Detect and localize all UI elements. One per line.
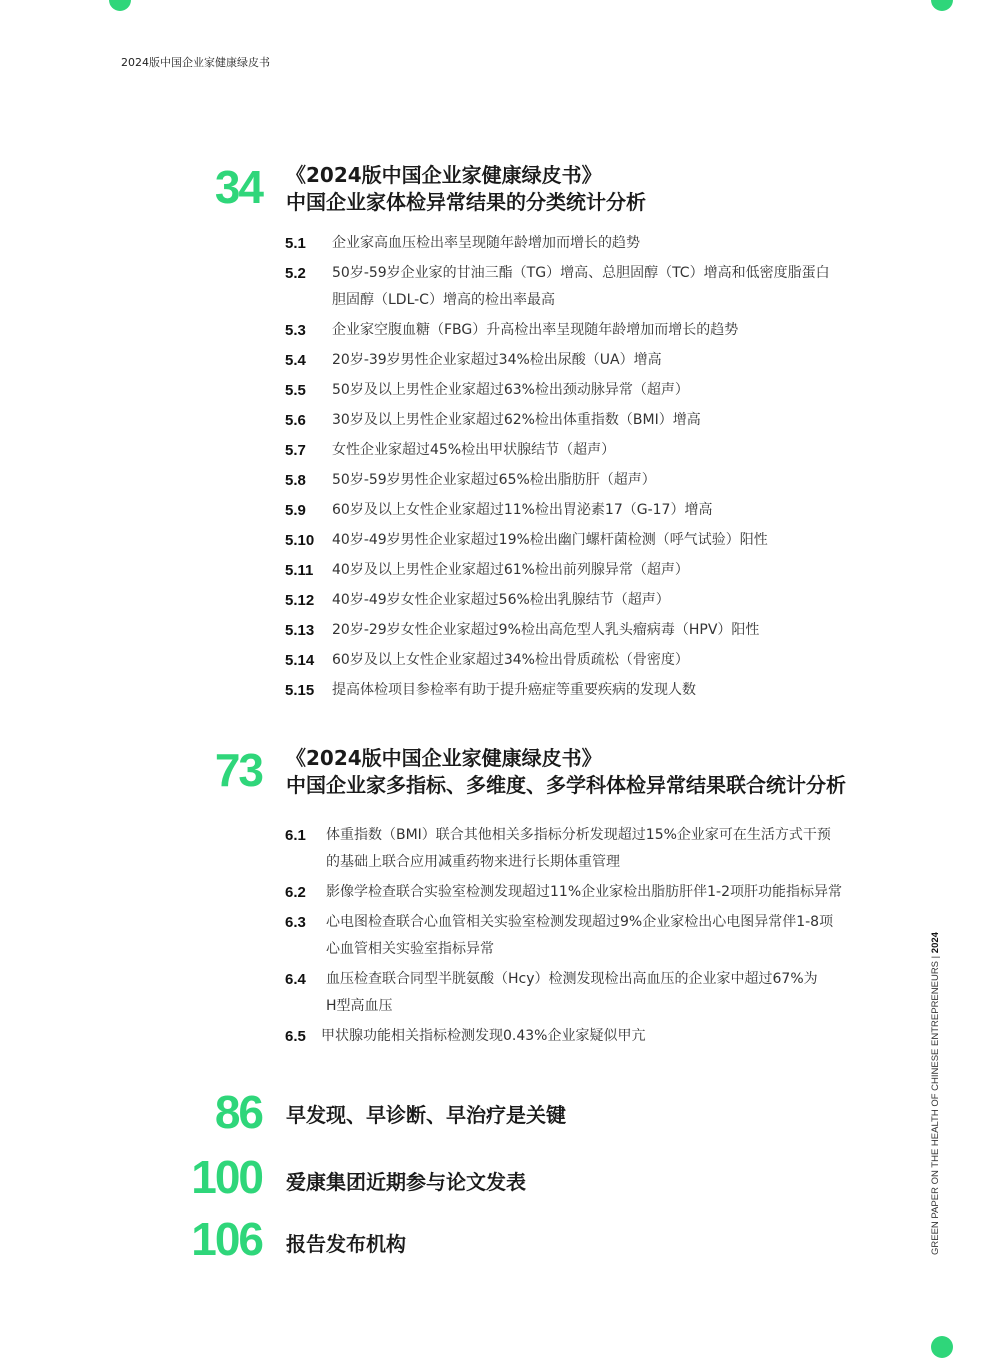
section-title: 爱康集团近期参与论文发表 (286, 1170, 526, 1194)
item-number: 5.2 (285, 265, 306, 282)
item-text: 20岁-29岁女性企业家超过9%检出高危型人乳头瘤病毒（HPV）阳性 (332, 622, 760, 638)
item-text-cont: 心血管相关实验室指标异常 (326, 941, 494, 957)
running-head: 2024版中国企业家健康绿皮书 (121, 56, 270, 69)
toc-item[interactable] (285, 527, 885, 554)
item-text: 60岁及以上女性企业家超过34%检出骨质疏松（骨密度） (332, 652, 689, 668)
spine-year: 2024 (930, 932, 941, 954)
item-number: 6.3 (285, 914, 306, 931)
item-number: 5.10 (285, 532, 315, 549)
toc-item[interactable] (285, 557, 885, 584)
spine-text: GREEN PAPER ON THE HEALTH OF CHINESE ENTREPRENEURS | (930, 953, 941, 1255)
toc-item[interactable] (285, 617, 885, 644)
item-text: 提高体检项目参检率有助于提升癌症等重要疾病的发现人数 (332, 682, 696, 698)
item-text: 心电图检查联合心血管相关实验室检测发现超过9%企业家检出心电图异常伴1-8项 (326, 914, 834, 930)
item-text: 体重指数（BMI）联合其他相关多指标分析发现超过15%企业家可在生活方式干预 (326, 827, 831, 843)
item-text: 60岁及以上女性企业家超过11%检出胃泌素17（G-17）增高 (332, 502, 713, 518)
section-page-number: 106 (191, 1213, 262, 1265)
toc-item[interactable] (285, 677, 885, 704)
corner-dot-top-left (109, 0, 131, 11)
item-number: 5.8 (285, 472, 306, 489)
item-text-cont: H型高血压 (326, 998, 393, 1014)
item-text: 40岁-49岁女性企业家超过56%检出乳腺结节（超声） (332, 592, 670, 608)
section-page-number: 73 (214, 744, 262, 796)
toc-item[interactable] (285, 407, 885, 434)
section-page-number: 100 (191, 1151, 262, 1203)
item-number: 5.9 (285, 502, 306, 519)
section-title (286, 162, 646, 216)
section-title: 早发现、早诊断、早治疗是关键 (286, 1103, 566, 1127)
item-number: 6.4 (285, 971, 306, 988)
item-number: 5.6 (285, 412, 306, 429)
item-number: 5.1 (285, 235, 306, 252)
section-title-line2: 中国企业家多指标、多维度、多学科体检异常结果联合统计分析 (286, 773, 846, 797)
section-page-number: 86 (214, 1086, 262, 1138)
toc-items-5 (285, 230, 885, 707)
item-number: 5.13 (285, 622, 315, 639)
item-text: 血压检查联合同型半胱氨酸（Hcy）检测发现检出高血压的企业家中超过67%为 (326, 971, 818, 987)
section-page-number: 34 (214, 161, 262, 213)
item-number: 6.5 (285, 1028, 306, 1045)
item-number: 5.4 (285, 352, 306, 369)
toc-item[interactable] (285, 377, 885, 404)
corner-dot-top-right (931, 0, 953, 11)
item-number: 5.15 (285, 682, 315, 699)
item-number: 6.1 (285, 827, 306, 844)
item-text: 50岁-59岁男性企业家超过65%检出脂肪肝（超声） (332, 472, 656, 488)
item-number: 5.5 (285, 382, 306, 399)
toc-item[interactable] (285, 647, 885, 674)
item-text-cont: 胆固醇（LDL-C）增高的检出率最高 (332, 292, 555, 308)
item-number: 5.14 (285, 652, 315, 669)
item-text: 影像学检查联合实验室检测发现超过11%企业家检出脂肪肝伴1-2项肝功能指标异常 (326, 884, 842, 900)
item-text: 50岁及以上男性企业家超过63%检出颈动脉异常（超声） (332, 382, 689, 398)
item-number: 5.12 (285, 592, 315, 609)
toc-item[interactable] (285, 587, 885, 614)
toc-item[interactable] (285, 437, 885, 464)
corner-dot-bottom-right (931, 1336, 953, 1358)
toc-item[interactable] (285, 822, 885, 876)
section-title-line1: 《2024版中国企业家健康绿皮书》 (286, 163, 602, 187)
toc-item[interactable] (285, 966, 885, 1020)
item-text: 企业家高血压检出率呈现随年龄增加而增长的趋势 (332, 235, 640, 251)
toc-items-6 (285, 822, 885, 1053)
toc-item[interactable] (285, 317, 885, 344)
item-text: 甲状腺功能相关指标检测发现0.43%企业家疑似甲亢 (321, 1028, 646, 1044)
toc-item[interactable] (285, 879, 885, 906)
section-title: 报告发布机构 (286, 1232, 406, 1256)
toc-item[interactable] (285, 497, 885, 524)
toc-item[interactable] (285, 260, 885, 314)
item-text: 40岁-49岁男性企业家超过19%检出幽门螺杆菌检测（呼气试验）阳性 (332, 532, 768, 548)
item-text: 20岁-39岁男性企业家超过34%检出尿酸（UA）增高 (332, 352, 662, 368)
item-number: 6.2 (285, 884, 306, 901)
item-text: 企业家空腹血糖（FBG）升高检出率呈现随年龄增加而增长的趋势 (332, 322, 739, 338)
item-text: 女性企业家超过45%检出甲状腺结节（超声） (332, 442, 616, 458)
section-title-line1: 《2024版中国企业家健康绿皮书》 (286, 746, 602, 770)
section-title-line2: 中国企业家体检异常结果的分类统计分析 (286, 190, 646, 214)
section-title (286, 745, 846, 799)
item-text: 30岁及以上男性企业家超过62%检出体重指数（BMI）增高 (332, 412, 701, 428)
item-number: 5.3 (285, 322, 306, 339)
spine-label (930, 932, 941, 1255)
item-number: 5.7 (285, 442, 306, 459)
toc-item[interactable] (285, 909, 885, 963)
item-text: 50岁-59岁企业家的甘油三酯（TG）增高、总胆固醇（TC）增高和低密度脂蛋白 (332, 265, 830, 281)
toc-item[interactable] (285, 1023, 885, 1050)
toc-item[interactable] (285, 230, 885, 257)
toc-item[interactable] (285, 347, 885, 374)
toc-item[interactable] (285, 467, 885, 494)
item-text-cont: 的基础上联合应用减重药物来进行长期体重管理 (326, 854, 620, 870)
item-text: 40岁及以上男性企业家超过61%检出前列腺异常（超声） (332, 562, 689, 578)
item-number: 5.11 (285, 562, 314, 579)
